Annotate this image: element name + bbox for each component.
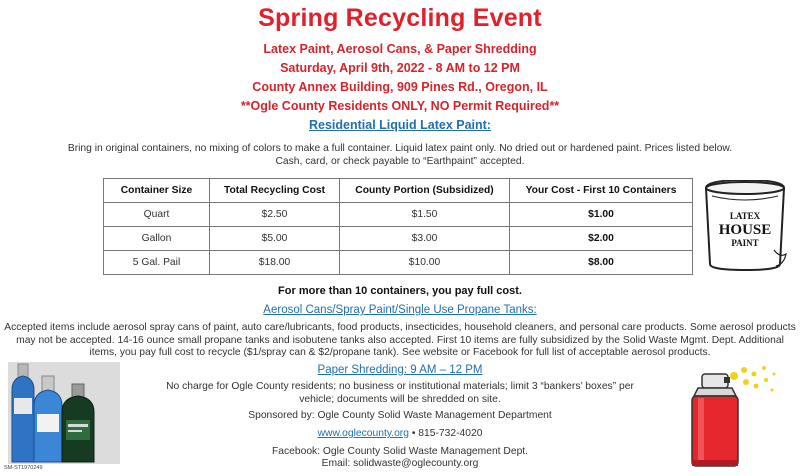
event-location: County Annex Building, 909 Pines Rd., Oregon, IL bbox=[252, 80, 548, 94]
residents-note: **Ogle County Residents ONLY, NO Permit Required** bbox=[240, 99, 560, 113]
table-row bbox=[104, 251, 693, 275]
cell-your-cost: $2.00 bbox=[510, 227, 693, 251]
cell-total: $18.00 bbox=[210, 251, 340, 275]
email-line: Email: solidwaste@oglecounty.org bbox=[321, 458, 479, 469]
aerosol-heading[interactable]: Aerosol Cans/Spray Paint/Single Use Propane Tanks: bbox=[263, 304, 537, 316]
cell-county: $10.00 bbox=[340, 251, 510, 275]
latex-heading[interactable]: Residential Liquid Latex Paint: bbox=[309, 118, 491, 132]
table-row bbox=[104, 203, 693, 227]
phone-number: 815-732-4020 bbox=[418, 428, 483, 439]
can-label-line: HOUSE bbox=[718, 222, 772, 238]
document-code: SM-ST1970249 bbox=[4, 465, 43, 471]
cell-size: Quart bbox=[104, 203, 210, 227]
spray-can-icon bbox=[672, 362, 782, 470]
cell-county: $3.00 bbox=[340, 227, 510, 251]
cell-your-cost: $1.00 bbox=[510, 203, 693, 227]
paint-can-icon bbox=[700, 180, 790, 272]
shredding-description: No charge for Ogle County residents; no business or institutional materials; limit 3 “bankers’ boxes” per vehicle; documents will be shredded on site. bbox=[166, 381, 634, 405]
contact-line bbox=[150, 428, 650, 441]
cell-county: $1.50 bbox=[340, 203, 510, 227]
aerosol-description: Accepted items include aerosol spray cans of paint, auto care/lubricants, food products, insecticides, household cleaners, and personal care products. Some aerosol products may not be accepted. 14-16 ounce small propane tanks and isobutene tanks also accepted. First 10 items are fully subsidized by the Solid Waste Mgmt. Dept. Additional items, you pay full cost to recycle ($1/spray can & $2/propane tank). See website or Facebook for full list of acceptable aerosol products. bbox=[4, 322, 796, 358]
propane-tanks-image bbox=[8, 362, 120, 464]
column-header: Container Size bbox=[104, 179, 210, 203]
column-header: County Portion (Subsidized) bbox=[340, 179, 510, 203]
column-header: Your Cost - First 10 Containers bbox=[510, 179, 693, 203]
shredding-heading[interactable]: Paper Shredding: 9 AM – 12 PM bbox=[317, 364, 483, 376]
website-link[interactable]: www.oglecounty.org bbox=[317, 428, 409, 439]
cell-total: $5.00 bbox=[210, 227, 340, 251]
can-label-line: PAINT bbox=[731, 238, 759, 248]
cell-size: 5 Gal. Pail bbox=[104, 251, 210, 275]
separator: • bbox=[408, 428, 419, 439]
table-header-row bbox=[104, 179, 693, 203]
page-title: Spring Recycling Event bbox=[258, 4, 542, 32]
latex-description: Bring in original containers, no mixing of colors to make a full container. Liquid latex paint only. No dried out or hardened paint. Prices listed below. Cash, card, or check payable to “Earthpaint” accepted. bbox=[67, 143, 733, 167]
cell-your-cost: $8.00 bbox=[510, 251, 693, 275]
event-subtitle: Latex Paint, Aerosol Cans, & Paper Shredding bbox=[263, 42, 537, 56]
table-row bbox=[104, 227, 693, 251]
event-date: Saturday, April 9th, 2022 - 8 AM to 12 PM bbox=[280, 61, 520, 75]
cell-total: $2.50 bbox=[210, 203, 340, 227]
column-header: Total Recycling Cost bbox=[210, 179, 340, 203]
price-table bbox=[103, 178, 693, 275]
can-label-line: LATEX bbox=[729, 211, 761, 221]
facebook-line: Facebook: Ogle County Solid Waste Management Dept. bbox=[271, 446, 529, 457]
sponsor-line: Sponsored by: Ogle County Solid Waste Management Department bbox=[248, 410, 552, 421]
cell-size: Gallon bbox=[104, 227, 210, 251]
over-limit-note: For more than 10 containers, you pay full cost. bbox=[278, 285, 522, 297]
